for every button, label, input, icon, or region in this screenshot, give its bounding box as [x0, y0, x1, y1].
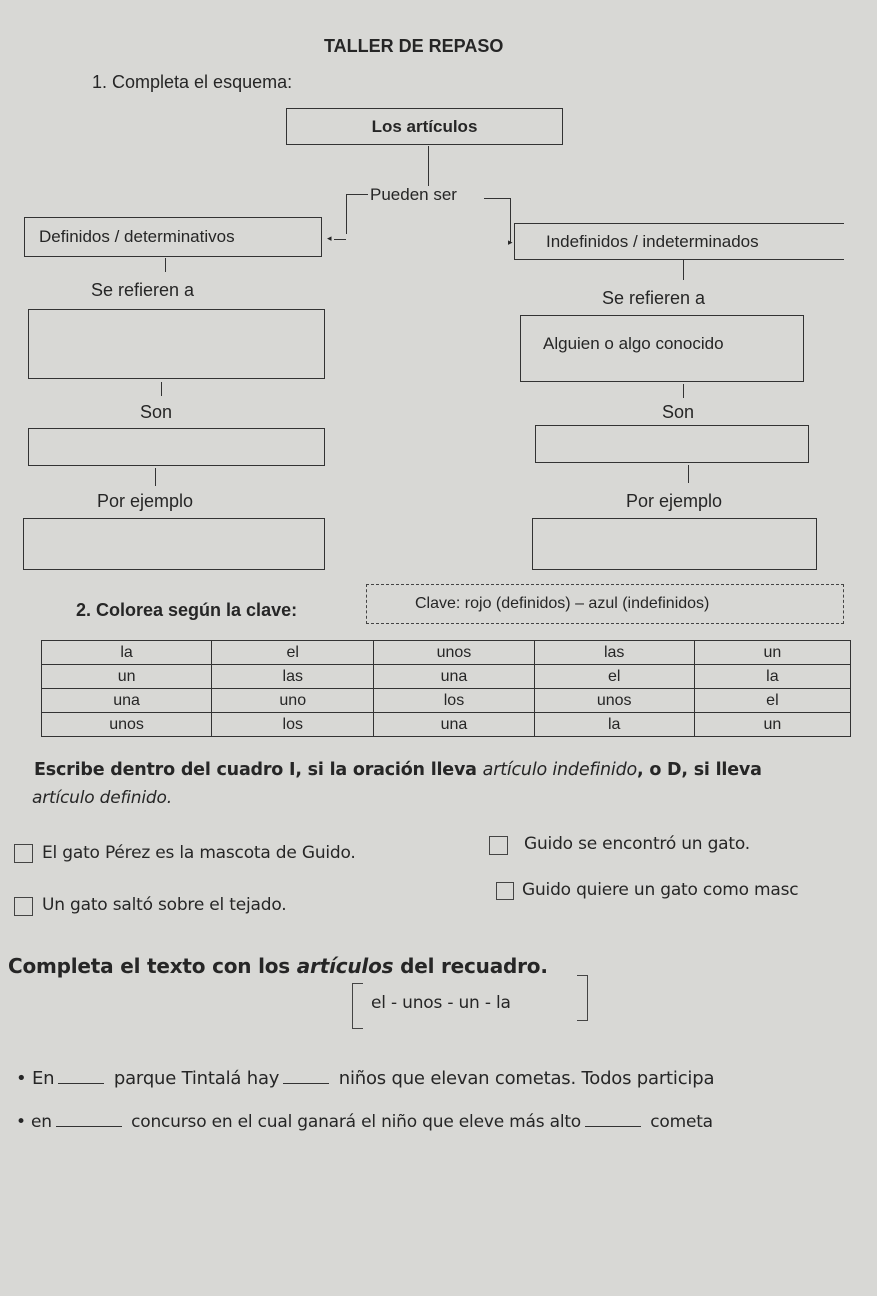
- line2-part-c: cometa: [650, 1112, 713, 1132]
- section3-instruction-bold: Escribe dentro del cuadro I, si la oración lleva: [34, 760, 483, 780]
- line2-part-a: en: [31, 1112, 52, 1132]
- section2-instruction: 2. Colorea según la clave:: [76, 600, 298, 620]
- line2: [16, 1112, 713, 1132]
- table-cell[interactable]: el: [694, 689, 850, 713]
- connector-label: Pueden ser: [370, 185, 457, 204]
- left-line-3: [155, 468, 156, 486]
- table-cell[interactable]: la: [42, 641, 212, 665]
- table-cell[interactable]: unos: [374, 641, 534, 665]
- blank-field[interactable]: [58, 1082, 104, 1084]
- table-cell[interactable]: el: [534, 665, 694, 689]
- section3-instruction-bold2: , o D, si lleva: [636, 760, 762, 780]
- section3-instruction-line2: artículo definido.: [32, 788, 172, 808]
- table-cell[interactable]: un: [694, 641, 850, 665]
- left-example-box: [23, 518, 325, 570]
- bracket-right-icon: [577, 975, 588, 1021]
- right-son-box: [535, 425, 809, 463]
- bullet-icon: •: [16, 1112, 26, 1132]
- left-refers-label: Se refieren a: [91, 280, 195, 300]
- right-example-box: [532, 518, 817, 570]
- bracket-line-left-down: [346, 194, 347, 234]
- root-label: Los artículos: [371, 117, 478, 136]
- bracket-left-icon: [352, 983, 363, 1029]
- section4-instruction-italic: artículos: [296, 954, 394, 978]
- line1-part-b: parque Tintalá hay: [113, 1068, 280, 1089]
- bullet-icon: •: [16, 1068, 27, 1089]
- section3-instruction-line1: [34, 760, 762, 780]
- left-son-box: [28, 428, 325, 466]
- table-row: [42, 713, 851, 737]
- right-category-bottom: [514, 259, 844, 260]
- line2-part-b: concurso en el cual ganará el niño que eleve más alto: [131, 1112, 582, 1132]
- blank-field[interactable]: [283, 1082, 329, 1084]
- table-cell[interactable]: las: [212, 665, 374, 689]
- key-label: Clave: rojo (definidos) – azul (indefinidos): [415, 595, 710, 612]
- table-row: [42, 665, 851, 689]
- arrow-left-line: [334, 239, 346, 240]
- table-cell[interactable]: un: [42, 665, 212, 689]
- root-box: [286, 108, 563, 145]
- sentence-text: Guido se encontró un gato.: [524, 834, 750, 854]
- right-line-3: [688, 465, 689, 483]
- section4-instruction: [8, 954, 548, 978]
- right-refers-value: Alguien o algo conocido: [543, 334, 724, 353]
- arrow-right-icon: ▸: [508, 237, 513, 247]
- blank-field[interactable]: [585, 1125, 641, 1127]
- bracket-line-right-down: [510, 198, 511, 242]
- left-category-label: Definidos / determinativos: [39, 227, 235, 246]
- sentence-text: El gato Pérez es la mascota de Guido.: [42, 843, 356, 863]
- left-son-label: Son: [140, 402, 173, 422]
- bracket-line-left: [346, 194, 368, 195]
- section3-instruction-italic: artículo indefinido: [482, 760, 637, 780]
- page-title: TALLER DE REPASO: [324, 36, 504, 56]
- articles-table: [41, 640, 851, 737]
- arrow-left-icon: ◂: [327, 233, 332, 243]
- word-bank: el - unos - un - la: [371, 993, 511, 1013]
- sentence-checkbox[interactable]: [489, 836, 508, 855]
- section4-instruction-bold2: del recuadro.: [393, 954, 548, 978]
- table-cell[interactable]: unos: [42, 713, 212, 737]
- right-category-label: Indefinidos / indeterminados: [546, 232, 759, 251]
- left-line-2: [161, 382, 162, 396]
- table-cell[interactable]: una: [374, 665, 534, 689]
- table-cell[interactable]: los: [374, 689, 534, 713]
- left-example-label: Por ejemplo: [97, 491, 194, 511]
- key-box: [366, 584, 844, 624]
- table-cell[interactable]: el: [212, 641, 374, 665]
- sentence-text: Un gato saltó sobre el tejado.: [42, 895, 287, 915]
- blank-field[interactable]: [56, 1125, 122, 1127]
- left-refers-box: [28, 309, 325, 379]
- sentence-text: Guido quiere un gato como masc: [522, 880, 799, 900]
- table-row: [42, 689, 851, 713]
- left-line-1: [165, 258, 166, 272]
- connector-line: [428, 146, 429, 186]
- sentence-checkbox[interactable]: [496, 882, 514, 900]
- section1-instruction: 1. Completa el esquema:: [92, 72, 293, 92]
- table-cell[interactable]: una: [42, 689, 212, 713]
- bracket-line-right: [484, 198, 510, 199]
- right-category-top: [514, 223, 844, 224]
- table-cell[interactable]: los: [212, 713, 374, 737]
- table-cell[interactable]: las: [534, 641, 694, 665]
- line1: [16, 1068, 714, 1089]
- table-cell[interactable]: la: [694, 665, 850, 689]
- line1-part-a: En: [31, 1068, 55, 1089]
- table-row: [42, 641, 851, 665]
- table-cell[interactable]: unos: [534, 689, 694, 713]
- right-refers-label: Se refieren a: [602, 288, 706, 308]
- sentence-checkbox[interactable]: [14, 897, 33, 916]
- right-category-side: [514, 223, 515, 259]
- table-cell[interactable]: uno: [212, 689, 374, 713]
- right-line-2: [683, 384, 684, 398]
- section4-instruction-bold: Completa el texto con los: [8, 954, 297, 978]
- line1-part-c: niños que elevan cometas. Todos participa: [338, 1068, 715, 1089]
- right-example-label: Por ejemplo: [626, 491, 723, 511]
- right-son-label: Son: [662, 402, 695, 422]
- left-category-box: [24, 217, 322, 257]
- sentence-checkbox[interactable]: [14, 844, 33, 863]
- table-cell[interactable]: una: [374, 713, 534, 737]
- table-cell[interactable]: un: [694, 713, 850, 737]
- table-cell[interactable]: la: [534, 713, 694, 737]
- right-refers-box: [520, 315, 804, 382]
- right-line-1: [683, 260, 684, 280]
